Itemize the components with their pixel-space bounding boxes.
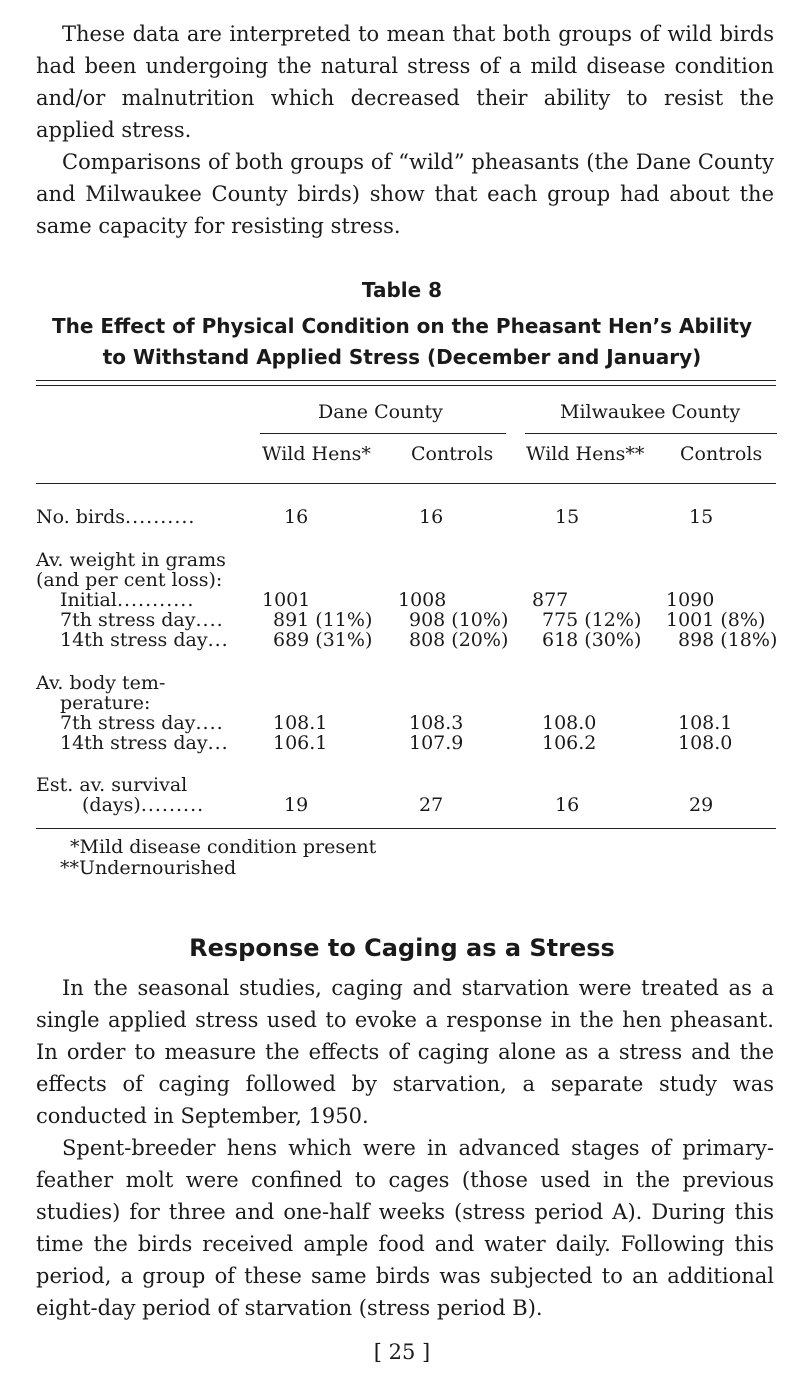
table-cell: 808 (20%) xyxy=(409,629,509,651)
table-cell: 107.9 xyxy=(409,732,464,754)
milwaukee-group-rule xyxy=(525,433,777,434)
row-heading-survival: Est. av. survival xyxy=(36,774,188,796)
table-cell: 106.2 xyxy=(542,732,597,754)
table-top-rule xyxy=(36,380,776,381)
row-label-weight-14th: 14th stress day... xyxy=(60,629,229,651)
table-cell: 108.0 xyxy=(542,712,597,734)
table-cell: 891 (11%) xyxy=(273,609,373,631)
table-cell: 15 xyxy=(555,506,580,528)
table-cell: 1008 xyxy=(398,589,447,611)
section-paragraph-1: In the seasonal studies, caging and starvation were treated as a single applied stress used to evoke a response in the hen pheasant. In order to measure the effects of caging alone as a stress and the effects of caging followed by starvation, a separate study was conducted in September, 1950. xyxy=(36,976,774,1128)
row-heading-weight: Av. weight in grams xyxy=(36,549,226,571)
table-cell: 1090 xyxy=(666,589,715,611)
table-cell: 908 (10%) xyxy=(409,609,509,631)
column-header-dane-wild: Wild Hens* xyxy=(262,443,371,465)
table-cell: 877 xyxy=(532,589,569,611)
row-label-temp-7th: 7th stress day.... xyxy=(60,712,224,734)
row-label-no-birds: No. birds.......... xyxy=(36,506,196,528)
table-cell: 106.1 xyxy=(273,732,328,754)
row-label-weight-7th: 7th stress day.... xyxy=(60,609,224,631)
table-bottom-rule xyxy=(36,828,776,829)
page-number: [ 25 ] xyxy=(373,1340,431,1364)
table-cell: 108.1 xyxy=(273,712,328,734)
footnote-1: *Mild disease condition present xyxy=(70,836,377,858)
table-cell: 29 xyxy=(689,794,714,816)
column-header-milwaukee-wild: Wild Hens** xyxy=(526,443,645,465)
table-cell: 19 xyxy=(284,794,309,816)
table-cell: 108.0 xyxy=(678,732,733,754)
table-cell: 16 xyxy=(419,506,444,528)
table-cell: 1001 xyxy=(262,589,311,611)
row-heading-temperature: Av. body tem- xyxy=(36,672,166,694)
table-header-rule xyxy=(36,483,776,484)
table-top-rule-2 xyxy=(36,385,776,386)
table-cell: 775 (12%) xyxy=(542,609,642,631)
table-title-line-2: to Withstand Applied Stress (December and January) xyxy=(102,345,702,369)
row-label-initial: Initial........... xyxy=(60,589,195,611)
table-cell: 898 (18%) xyxy=(678,629,778,651)
table-title-line-1: The Effect of Physical Condition on the Pheasant Hen’s Ability xyxy=(51,314,753,338)
column-header-milwaukee-controls: Controls xyxy=(680,443,763,465)
section-heading: Response to Caging as a Stress xyxy=(189,934,615,962)
footnote-2: **Undernourished xyxy=(60,857,237,879)
table-cell: 108.1 xyxy=(678,712,733,734)
table-cell: 27 xyxy=(419,794,444,816)
table-cell: 618 (30%) xyxy=(542,629,642,651)
table-cell: 15 xyxy=(689,506,714,528)
row-heading-weight-2: (and per cent loss): xyxy=(36,569,223,591)
table-cell: 108.3 xyxy=(409,712,464,734)
intro-paragraph-2: Comparisons of both groups of “wild” pheasants (the Dane County and Milwaukee County birds) show that each group had about the same capacity for resisting stress. xyxy=(36,150,774,238)
intro-paragraph-1: These data are interpreted to mean that both groups of wild birds had been undergoing the natural stress of a mild disease condition and/or malnutrition which decreased their ability to resist the applied stress. xyxy=(36,22,774,142)
row-heading-temperature-2: perature: xyxy=(60,692,151,714)
section-paragraph-2: Spent-breeder hens which were in advanced stages of primary-feather molt were confined to cages (those used in the previous studies) for three and one-half weeks (stress period A). During this time the birds received ample food and water daily. Following this period, a group of these same birds was subjected to an additional eight-day period of starvation (stress period B). xyxy=(36,1136,774,1320)
row-label-temp-14th: 14th stress day... xyxy=(60,732,229,754)
table-cell: 1001 (8%) xyxy=(666,609,766,631)
table-number: Table 8 xyxy=(361,278,443,302)
column-header-dane-controls: Controls xyxy=(411,443,494,465)
table-cell: 16 xyxy=(284,506,309,528)
table-cell: 16 xyxy=(555,794,580,816)
row-label-survival-days: (days)......... xyxy=(82,794,205,816)
group-header-dane: Dane County xyxy=(318,401,443,423)
group-header-milwaukee: Milwaukee County xyxy=(560,401,741,423)
dane-group-rule xyxy=(260,433,506,434)
table-cell: 689 (31%) xyxy=(273,629,373,651)
